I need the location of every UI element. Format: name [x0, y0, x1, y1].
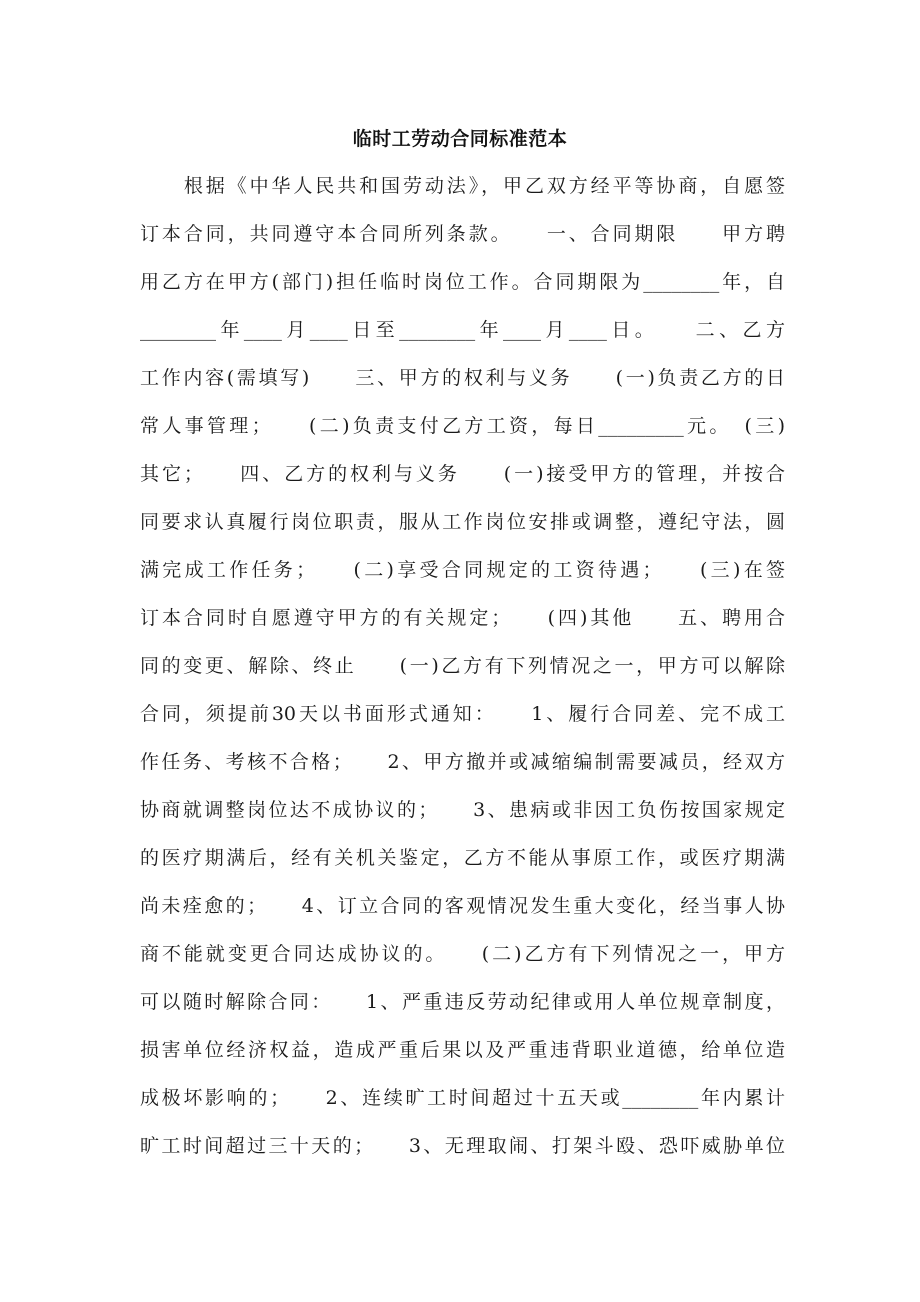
body-line: 作任务、考核不合格； 2、甲方撤并或减缩编制需要减员，经双方 — [140, 751, 785, 773]
body-line: 商不能就变更合同达成协议的。 (二)乙方有下列情况之一，甲方 — [140, 943, 785, 965]
body-line: 协商就调整岗位达不成协议的； 3、患病或非因工负伤按国家规定 — [140, 799, 785, 821]
body-line: 常人事管理； (二)负责支付乙方工资，每日_________元。 (三) — [140, 415, 785, 437]
body-line: 满完成工作任务； (二)享受合同规定的工资待遇； (三)在签 — [140, 559, 785, 581]
body-line: 根据《中华人民共和国劳动法》，甲乙双方经平等协商，自愿签 — [140, 175, 785, 197]
body-line: 旷工时间超过三十天的； 3、无理取闹、打架斗殴、恐吓威胁单位 — [140, 1135, 785, 1157]
body-line: 用乙方在甲方(部门)担任临时岗位工作。合同期限为________年，自 — [140, 271, 785, 293]
body-line: 其它； 四、乙方的权利与义务 (一)接受甲方的管理，并按合 — [140, 463, 785, 485]
body-line: 成极坏影响的； 2、连续旷工时间超过十五天或________年内累计 — [140, 1087, 785, 1109]
body-line: 尚未痊愈的； 4、订立合同的客观情况发生重大变化，经当事人协 — [140, 895, 785, 917]
body-line: 同的变更、解除、终止 (一)乙方有下列情况之一，甲方可以解除 — [140, 655, 785, 677]
body-line: 订本合同，共同遵守本合同所列条款。 一、合同期限 甲方聘 — [140, 223, 785, 245]
document-title: 临时工劳动合同标准范本 — [352, 128, 568, 150]
body-line: ________年____月____日至________年____月____日。 二、乙方 — [140, 319, 785, 341]
body-line: 可以随时解除合同： 1、严重违反劳动纪律或用人单位规章制度， — [140, 991, 785, 1013]
body-line: 损害单位经济权益，造成严重后果以及严重违背职业道德，给单位造 — [140, 1039, 785, 1061]
body-line: 同要求认真履行岗位职责，服从工作岗位安排或调整，遵纪守法，圆 — [140, 511, 785, 533]
body-line: 工作内容(需填写) 三、甲方的权利与义务 (一)负责乙方的日 — [140, 367, 785, 389]
body-line: 合同，须提前30天以书面形式通知： 1、履行合同差、完不成工 — [140, 703, 785, 725]
body-line: 订本合同时自愿遵守甲方的有关规定； (四)其他 五、聘用合 — [140, 607, 785, 629]
body-line: 的医疗期满后，经有关机关鉴定，乙方不能从事原工作，或医疗期满 — [140, 847, 785, 869]
